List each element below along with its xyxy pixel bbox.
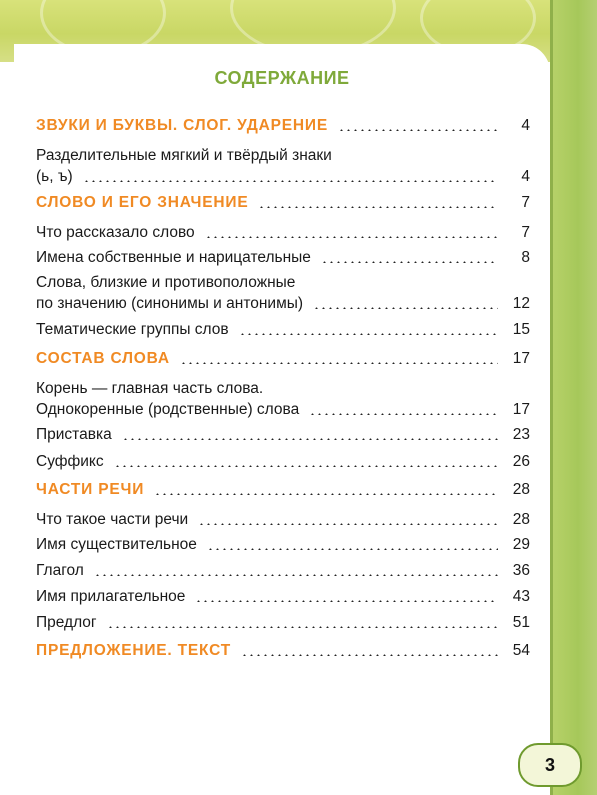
dot-leader — [122, 438, 498, 440]
dot-leader — [83, 180, 498, 182]
toc-page-number: 12 — [512, 295, 530, 312]
toc-entry-text: Имена собственные и нарицательные — [36, 249, 311, 266]
toc-page-number: 36 — [512, 562, 530, 579]
toc-item-row[interactable] — [36, 146, 530, 186]
toc-page-number: 7 — [521, 224, 530, 241]
dot-leader — [241, 654, 498, 656]
toc-entry-text-continued: по значению (синонимы и антонимы) — [36, 295, 304, 312]
toc-page-number: 15 — [512, 321, 530, 338]
toc-entry-text: Что рассказало слово — [36, 224, 195, 241]
dot-leader — [114, 465, 498, 467]
dot-leader — [338, 129, 498, 131]
toc-entry-text: Имя прилагательное — [36, 588, 186, 605]
toc-page-number: 28 — [512, 511, 530, 528]
toc-item-row[interactable] — [36, 379, 530, 419]
toc-item-row[interactable] — [36, 223, 530, 242]
toc-entry-text: Глагол — [36, 562, 84, 579]
toc-entry-text: ЗВУКИ И БУКВЫ. СЛОГ. УДАРЕНИЕ — [36, 117, 328, 134]
toc-page-number: 28 — [512, 481, 530, 498]
toc-page-number: 51 — [512, 614, 530, 631]
page-title: СОДЕРЖАНИЕ — [214, 68, 350, 88]
toc-page-number: 4 — [521, 117, 530, 134]
toc-entry-text: Имя существительное — [36, 536, 197, 553]
dot-leader — [94, 574, 498, 576]
toc-page-number: 7 — [521, 194, 530, 211]
dot-leader — [198, 523, 498, 525]
toc-page-number: 17 — [512, 350, 530, 367]
toc-entry-text: Корень — главная часть слова. — [36, 380, 264, 397]
toc-section-row[interactable] — [36, 480, 530, 499]
toc-page-number: 43 — [512, 588, 530, 605]
toc-item-row[interactable] — [36, 587, 530, 606]
toc-item-row[interactable] — [36, 561, 530, 580]
toc-entry-text-continued: Однокоренные (родственные) слова — [36, 401, 300, 418]
toc-entry-text: СЛОВО И ЕГО ЗНАЧЕНИЕ — [36, 194, 249, 211]
toc-entry-text: ЧАСТИ РЕЧИ — [36, 481, 145, 498]
toc-section-row[interactable] — [36, 349, 530, 368]
toc-item-row[interactable] — [36, 273, 530, 313]
dot-leader — [107, 626, 498, 628]
toc-page-number: 54 — [512, 642, 530, 659]
dot-leader — [195, 600, 498, 602]
toc-item-row[interactable] — [36, 535, 530, 554]
toc-item-row[interactable] — [36, 452, 530, 471]
toc-item-row[interactable] — [36, 425, 530, 444]
dot-leader — [321, 261, 498, 263]
toc-entry-text: СОСТАВ СЛОВА — [36, 350, 170, 367]
dot-leader — [239, 333, 498, 335]
dot-leader — [180, 362, 498, 364]
toc-item-row[interactable] — [36, 510, 530, 529]
toc-entry-text: Разделительные мягкий и твёрдый знаки — [36, 147, 332, 164]
toc-page-number: 17 — [512, 401, 530, 418]
toc-page-number: 4 — [521, 168, 530, 185]
dot-leader — [313, 307, 498, 309]
toc-entry-text: Суффикс — [36, 453, 104, 470]
toc-item-row[interactable] — [36, 248, 530, 267]
right-decorative-band — [550, 0, 597, 795]
dot-leader — [258, 206, 498, 208]
toc-entry-text: ПРЕДЛОЖЕНИЕ. ТЕКСТ — [36, 642, 231, 659]
dot-leader — [205, 236, 498, 238]
content-page — [14, 44, 550, 795]
band-edge — [550, 0, 553, 795]
toc-entry-text: Что такое части речи — [36, 511, 189, 528]
page-number-badge: 3 — [518, 743, 582, 787]
dot-leader — [207, 548, 498, 550]
toc-section-row[interactable] — [36, 116, 530, 135]
dot-leader — [309, 413, 498, 415]
toc-page-number: 23 — [512, 426, 530, 443]
toc-entry-text-continued: (ь, ъ) — [36, 168, 73, 185]
toc-entry-text: Приставка — [36, 426, 112, 443]
toc-item-row[interactable] — [36, 613, 530, 632]
toc-entry-text: Предлог — [36, 614, 97, 631]
toc-page-number: 29 — [512, 536, 530, 553]
toc-item-row[interactable] — [36, 320, 530, 339]
toc-section-row[interactable] — [36, 641, 530, 660]
toc-entry-text: Тематические группы слов — [36, 321, 229, 338]
toc-page-number: 26 — [512, 453, 530, 470]
toc-page-number: 8 — [521, 249, 530, 266]
toc-section-row[interactable] — [36, 193, 530, 212]
dot-leader — [154, 493, 498, 495]
toc-entry-text: Слова, близкие и противоположные — [36, 274, 296, 291]
